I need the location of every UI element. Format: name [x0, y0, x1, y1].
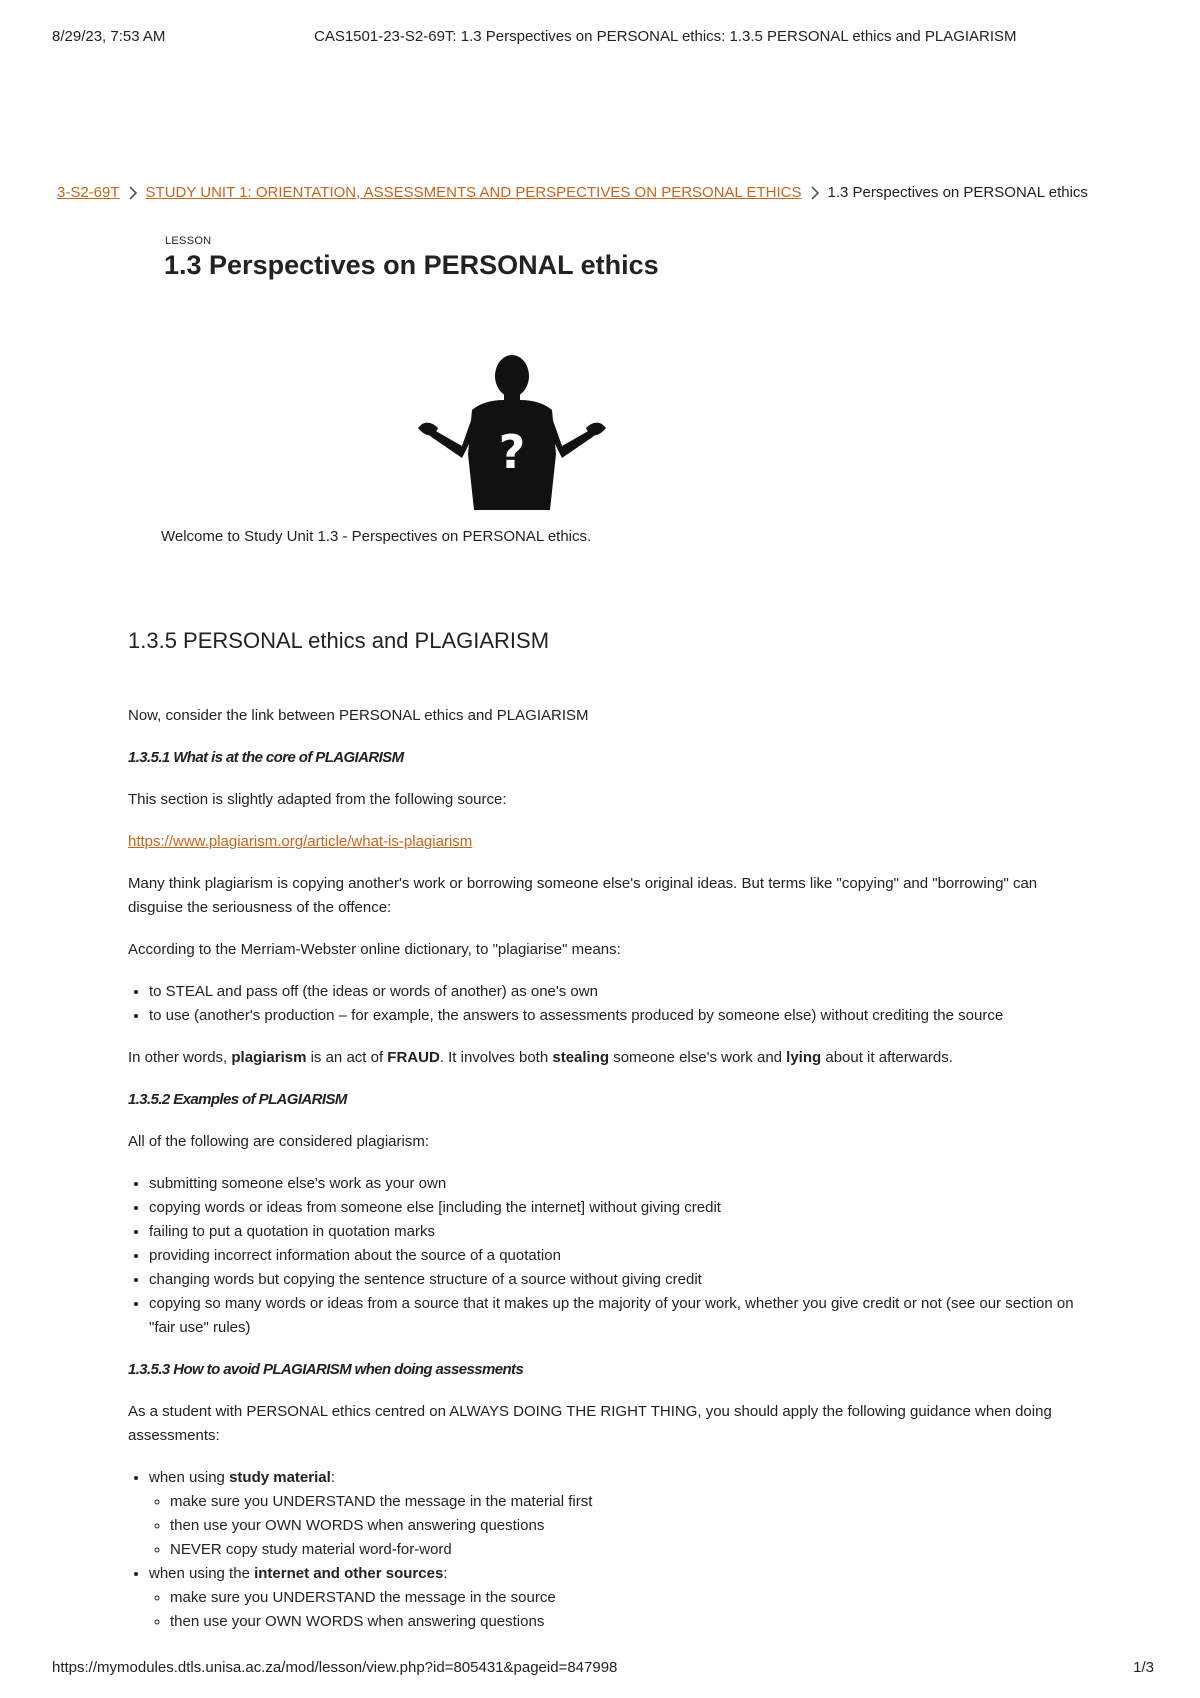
list-item: • copying words or ideas from someone else [including the internet] without giving credit: [149, 1196, 1088, 1220]
breadcrumb-course-link[interactable]: 3-S2-69T: [57, 184, 120, 201]
section-title: 1.3.5 PERSONAL ethics and PLAGIARISM: [128, 628, 550, 653]
list-item: • failing to put a quotation in quotation marks: [149, 1220, 1088, 1244]
definition-intro: According to the Merriam-Webster online dictionary, to "plagiarise" means:: [128, 941, 621, 958]
definition-list: [128, 980, 1088, 1028]
list-item: ◦ then use your OWN WORDS when answering questions: [170, 1610, 1088, 1634]
list-item: • submitting someone else's work as your own: [149, 1172, 1088, 1196]
list-item: • to use (another's production – for example, the answers to assessments produced by someone else) without crediting the source: [149, 1004, 1088, 1028]
examples-list: [128, 1172, 1088, 1340]
chevron-right-icon: [120, 184, 146, 201]
list-item: • copying so many words or ideas from a source that it makes up the majority of your work, whether you give credit or not (see our section on "fair use" rules): [149, 1292, 1088, 1340]
list-item: • when using study material: ◦ make sure you UNDERSTAND the message in the material first ◦ then use your OWN WORDS when answering questions ◦ NEVER copy study material word-for-word: [149, 1466, 1088, 1562]
avoid-intro: As a student with PERSONAL ethics centred on ALWAYS DOING THE RIGHT THING, you should apply the following guidance when doing assessments:: [128, 1403, 1052, 1444]
print-datetime: 8/29/23, 7:53 AM: [52, 28, 166, 45]
list-item: • changing words but copying the sentence structure of a source without giving credit: [149, 1268, 1088, 1292]
print-url: https://mymodules.dtls.unisa.ac.za/mod/lesson/view.php?id=805431&pageid=847998: [52, 1659, 618, 1676]
breadcrumb-unit-link[interactable]: STUDY UNIT 1: ORIENTATION, ASSESSMENTS AND PERSPECTIVES ON PERSONAL ETHICS: [145, 184, 802, 201]
list-item: ◦ then use your OWN WORDS when answering questions: [170, 1514, 1088, 1538]
list-item: ◦ make sure you UNDERSTAND the message in the material first: [170, 1490, 1088, 1514]
list-item: ◦ make sure you UNDERSTAND the message in the source: [170, 1586, 1088, 1610]
list-item: ◦ NEVER copy study material word-for-word: [170, 1538, 1088, 1562]
lesson-label: LESSON: [165, 235, 212, 247]
subsection-heading-avoid: 1.3.5.3 How to avoid PLAGIARISM when doing assessments: [128, 1361, 524, 1378]
welcome-text: Welcome to Study Unit 1.3 - Perspectives on PERSONAL ethics.: [161, 528, 592, 545]
breadcrumb: [57, 184, 1088, 201]
shrugging-figure-image: [400, 350, 620, 510]
examples-intro: All of the following are considered plagiarism:: [128, 1133, 429, 1150]
subsection-heading-examples: 1.3.5.2 Examples of PLAGIARISM: [128, 1091, 347, 1108]
chevron-right-icon: [802, 184, 828, 201]
plagiarism-paragraph: Many think plagiarism is copying another's work or borrowing someone else's original ideas. But terms like "copying" and "borrowing" can disguise the seriousness of the offence:: [128, 875, 1038, 916]
print-page-title: CAS1501-23-S2-69T: 1.3 Perspectives on PERSONAL ethics: 1.3.5 PERSONAL ethics and PLAGIARISM: [314, 28, 1017, 45]
section-intro: Now, consider the link between PERSONAL ethics and PLAGIARISM: [128, 707, 589, 724]
summary-paragraph: In other words, plagiarism is an act of FRAUD. It involves both stealing someone else's work and lying about it afterwards.: [128, 1049, 953, 1066]
svg-text:?: ?: [498, 425, 526, 479]
guidance-list: [128, 1466, 1088, 1634]
source-link[interactable]: https://www.plagiarism.org/article/what-is-plagiarism: [128, 833, 473, 850]
source-intro: This section is slightly adapted from the following source:: [128, 791, 507, 808]
page-number: 1/3: [1133, 1659, 1154, 1676]
lesson-content: [128, 704, 1088, 1652]
list-item: • providing incorrect information about the source of a quotation: [149, 1244, 1088, 1268]
list-item: • when using the internet and other sources: ◦ make sure you UNDERSTAND the message in the source ◦ then use your OWN WORDS when answering questions: [149, 1562, 1088, 1634]
breadcrumb-current: 1.3 Perspectives on PERSONAL ethics: [827, 184, 1088, 201]
list-item: • to STEAL and pass off (the ideas or words of another) as one's own: [149, 980, 1088, 1004]
page-title: 1.3 Perspectives on PERSONAL ethics: [164, 250, 659, 280]
subsection-heading-core: 1.3.5.1 What is at the core of PLAGIARISM: [128, 749, 404, 766]
